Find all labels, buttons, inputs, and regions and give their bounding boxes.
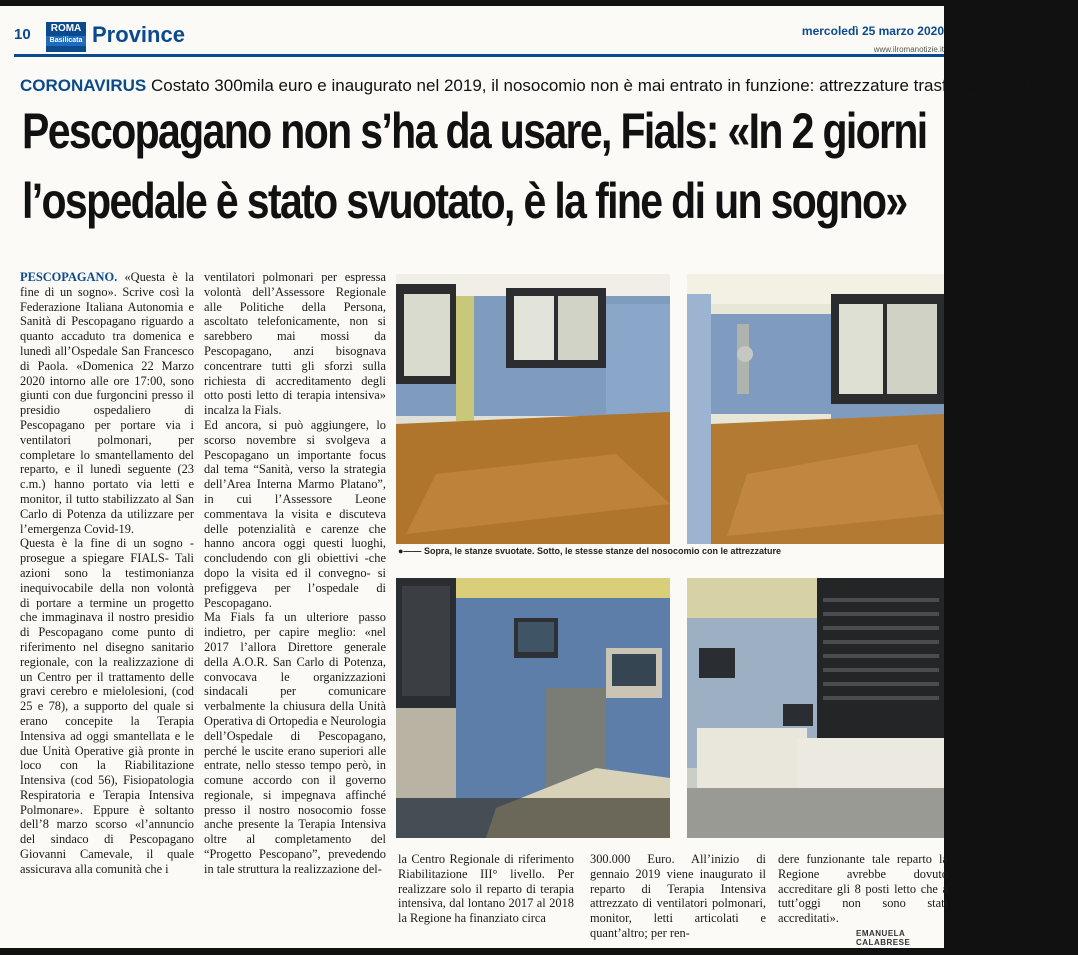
- website-url: www.ilromanotizie.it: [873, 45, 944, 54]
- photo-empty-room-2: [687, 274, 944, 544]
- date-line: mercoledì 25 marzo 2020: [801, 24, 944, 38]
- kicker-text: Costato 300mila euro e inaugurato nel 2019, il nosocomio non è mai entrato in funzione: attrezzature trasferite al San Carlo: [150, 76, 1078, 95]
- dateline-lead: PESCOPAGANO.: [20, 270, 118, 284]
- photo-caption: ●—— Sopra, le stanze svuotate. Sotto, le stesse stanze del nosocomio con le attrezzature: [398, 546, 782, 556]
- article-column-4: 300.000 Euro. All’inizio di gennaio 2019 viene inaugurato il reparto di Terapia Intensiva attrezzato di ventilatori polmonari, monitor, letti articolati e quant’altro; per ren-: [590, 852, 766, 940]
- newspaper-logo: ROMA Basilicata: [46, 22, 86, 52]
- article-column-3: la Centro Regionale di riferimento Riabilitazione III° livello. Per realizzare solo il reparto di terapia intensiva, dal lontano 2017 al 2018 la Regione ha finanziato circa: [398, 852, 574, 926]
- photo-equipped-room-2: [687, 578, 944, 838]
- article-column-5: dere funzionante tale reparto la Regione avrebbe dovuto accreditare gli 8 posti letto che a tutt’oggi non sono stati accreditati».: [778, 852, 948, 926]
- kicker-tag: CORONAVIRUS: [20, 76, 147, 95]
- article-column-2: ventilatori polmonari per espressa volontà dell’Assessore Regionale alle Politiche della Persona, ascoltato telefonicamente, non si sarebbero mai mossi da Pescopagano, anzi bisognava concentrare tutti gli sforzi sulla richiesta di accreditamento degli otto posti letto di terapia intensiva» incalza la Fials. Ed ancora, si può aggiungere, lo scorso novembre si svolgeva a Pescopagano un importante focus dal tema “Sanità, verso la strategia dell’Area Interna Marmo Platano”, in cui l’Assessore Leone commentava la visita e discuteva delle potenzialità e carenze che hanno ancora oggi questi luoghi, concludendo con gli obiettivi -che dopo la visita ed il convegno- si prefiggeva per l’ospedale di Pescopagano. Ma Fials fa un ulteriore passo indietro, per capire meglio: «nel 2017 l’allora Direttore generale della A.O.R. San Carlo di Potenza, convocava le organizzazioni sindacali per comunicare verbalmente la chiusura della Unità Operativa di Ortopedia e Neurologia dell’Ospedale di Pescopagano, perché le uscite erano superiori alle entrate, nello stesso tempo però, in comune accordo con il governo regionale, si impegnava affinché presso il nostro nosocomio fosse anche presente la Terapia Intensiva oltre al completamento del “Progetto Pescopano”, prevedendo in tale struttura la realizzazione del-: [204, 270, 386, 876]
- photo-equipped-room-1: [396, 578, 670, 838]
- author-byline: EMANUELA CALABRESE: [856, 929, 911, 947]
- section-title: Province: [92, 22, 185, 47]
- photo-empty-room-1: [396, 274, 670, 544]
- page-number: 10: [14, 26, 31, 43]
- headline-line-1: Pescopagano non s’ha da usare, Fials: «In 2 giorni: [22, 103, 927, 159]
- newspaper-page: [0, 6, 1078, 948]
- kicker-line: [20, 76, 1078, 96]
- header-rule: [14, 54, 944, 57]
- headline-line-2: l’ospedale è stato svuotato, è la fine di un sogno»: [22, 173, 907, 229]
- article-column-1: PESCOPAGANO. «Questa è la fine di un sogno». Scrive così la Federazione Italiana Autonomia e Sanità di Pescopagano riguardo a quanto accaduto tra domenica e lunedì all’Ospedale San Francesco di Paola. «Domenica 22 Marzo 2020 intorno alle ore 17:00, sono giunti con due furgoncini presso il presidio ospedaliero di Pescopagano per portare via i ventilatori polmonari, per completare lo smantellamento del reparto, e il lunedì seguente (23 c.m.) hanno portato via letti e monitor, il tutto stabilizzato al San Carlo di Potenza da utilizzare per l’emergenza Covid-19. Questa è la fine di un sogno - prosegue a spiegare FIALS- Tali azioni sono la testimonianza inequivocabile della non volontà di portare a termine un progetto che immaginava il nostro presidio di Pescopagano come punto di riferimento nel disegno sanitario regionale, con la realizzazione di un Centro per il trattamento delle gravi cerebro e mielolesioni, (cod 25 e 78), a supporto del quale si erano concepite la Terapia Intensiva ad oggi smantellata e le due Unità Operative già pronte in loco con la Riabilitazione Intensiva (cod 56), Fisiopatologia Respiratoria e Terapia Intensiva Polmonare». Eppure è soltanto dell’8 marzo scorso «l’annuncio del sindaco di Pescopagano Giovanni Camevale, il quale assicurava alla comunità che i: [20, 270, 194, 876]
- page-header: [0, 14, 944, 52]
